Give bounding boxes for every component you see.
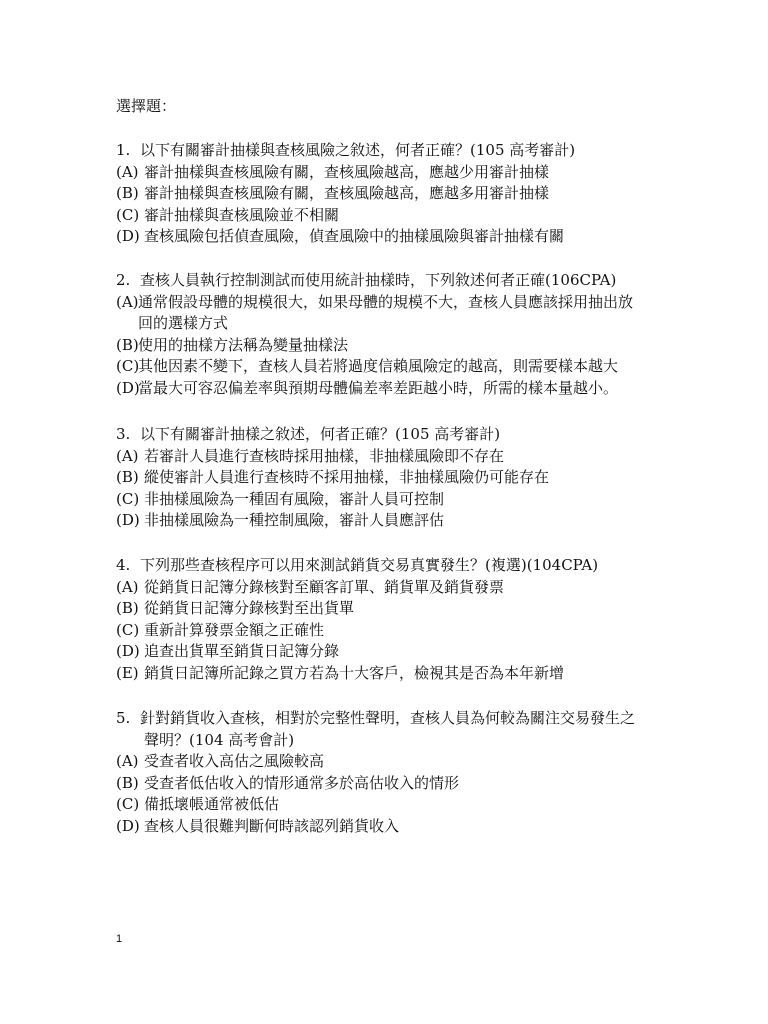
option-text: 查核風險包括偵查風險，偵查風險中的抽樣風險與審計抽樣有關	[144, 227, 565, 246]
option-label: (C)	[116, 489, 140, 508]
question-stem-continued	[116, 730, 676, 752]
option-text: 使用的抽樣方法稱為變量抽樣法	[138, 335, 349, 354]
option-a	[116, 751, 676, 773]
option-label: (B)	[116, 773, 139, 792]
option-label: (D)	[116, 642, 140, 661]
option-b	[116, 183, 676, 205]
option-c	[116, 620, 676, 642]
option-c	[116, 489, 676, 511]
option-text: 若審計人員進行查核時採用抽樣，非抽樣風險即不存在	[144, 446, 505, 465]
option-label: (A)	[116, 292, 139, 311]
option-text: 審計抽樣與查核風險有關，查核風險越高，應越多用審計抽樣	[144, 184, 550, 203]
question-stem	[116, 555, 676, 577]
option-label: (C)	[116, 795, 140, 814]
option-d	[116, 641, 676, 663]
option-e	[116, 663, 676, 685]
option-label: (B)	[116, 335, 139, 354]
option-label: (D)	[116, 816, 140, 835]
question-text: 下列那些查核程序可以用來測試銷貨交易真實發生？(複選)(104CPA)	[140, 556, 599, 574]
question-text: 查核人員執行控制測試而使用統計抽樣時，下列敘述何者正確(106CPA)	[140, 271, 617, 289]
option-text: 備抵壞帳通常被低估	[144, 795, 280, 814]
question-stem	[116, 140, 676, 162]
option-c	[116, 205, 676, 227]
option-text: 從銷貨日記簿分錄核對至顧客訂單、銷貨單及銷貨發票	[144, 577, 505, 596]
option-a-continued	[116, 313, 676, 335]
option-b	[116, 598, 676, 620]
option-label: (D)	[116, 511, 140, 530]
option-text: 受查者收入高估之風險較高	[144, 752, 325, 771]
question-number: 4.	[116, 556, 131, 574]
question-text: 聲明？(104 高考會計)	[144, 730, 295, 749]
option-label: (B)	[116, 468, 139, 487]
option-text: 其他因素不變下，查核人員若將過度信賴風險定的越高，則需要樣本越大	[138, 357, 619, 376]
option-label: (B)	[116, 184, 139, 203]
option-d	[116, 510, 676, 532]
question-number: 5.	[116, 709, 131, 727]
question-2	[116, 270, 676, 400]
option-text: 查核人員很難判斷何時該認列銷貨收入	[144, 816, 400, 835]
option-a	[116, 292, 676, 314]
option-label: (E)	[116, 663, 139, 682]
option-c	[116, 356, 676, 378]
option-label: (D)	[116, 227, 140, 246]
question-stem	[116, 424, 676, 446]
option-a	[116, 162, 676, 184]
question-4	[116, 555, 676, 685]
page-number: 1	[116, 933, 123, 945]
option-d	[116, 378, 676, 400]
option-label: (A)	[116, 446, 139, 465]
option-a	[116, 577, 676, 599]
option-text: 銷貨日記簿所記錄之買方若為十大客戶，檢視其是否為本年新增	[144, 663, 565, 682]
option-label: (C)	[116, 357, 140, 376]
option-text: 審計抽樣與查核風險並不相關	[144, 205, 340, 224]
option-a	[116, 446, 676, 468]
option-c	[116, 794, 676, 816]
question-text: 以下有關審計抽樣之敘述，何者正確？(105 高考審計)	[140, 425, 501, 443]
question-stem	[116, 708, 676, 730]
option-b	[116, 773, 676, 795]
option-text: 非抽樣風險為一種固有風險，審計人員可控制	[144, 489, 445, 508]
section-heading: 選擇題：	[116, 97, 177, 115]
option-text: 審計抽樣與查核風險有關，查核風險越高，應越少用審計抽樣	[144, 162, 550, 181]
option-text: 從銷貨日記簿分錄核對至出貨單	[144, 599, 355, 618]
option-label: (A)	[116, 752, 139, 771]
option-text: 重新計算發票金額之正確性	[144, 620, 325, 639]
option-label: (C)	[116, 620, 140, 639]
question-3	[116, 424, 676, 532]
option-text: 非抽樣風險為一種控制風險，審計人員應評估	[144, 511, 445, 530]
question-1	[116, 140, 676, 248]
question-text: 針對銷貨收入查核，相對於完整性聲明，查核人員為何較為關注交易發生之	[140, 709, 636, 727]
option-text: 通常假設母體的規模很大，如果母體的規模不大，查核人員應該採用抽出放	[138, 292, 634, 311]
option-label: (B)	[116, 599, 139, 618]
question-number: 2.	[116, 271, 131, 289]
option-b	[116, 467, 676, 489]
option-text: 縱使審計人員進行查核時不採用抽樣，非抽樣風險仍可能存在	[144, 468, 550, 487]
option-text: 當最大可容忍偏差率與預期母體偏差率差距越小時，所需的樣本量越小。	[138, 378, 619, 397]
option-text: 受查者低估收入的情形通常多於高估收入的情形	[144, 773, 460, 792]
question-stem	[116, 270, 676, 292]
question-text: 以下有關審計抽樣與查核風險之敘述，何者正確？(105 高考審計)	[140, 141, 576, 159]
option-text: 回的選樣方式	[138, 314, 229, 333]
option-text: 追查出貨單至銷貨日記簿分錄	[144, 642, 340, 661]
option-d	[116, 816, 676, 838]
option-label: (D)	[116, 378, 140, 397]
option-label: (C)	[116, 205, 140, 224]
question-number: 3.	[116, 425, 131, 443]
option-b	[116, 335, 676, 357]
question-5	[116, 708, 676, 838]
question-number: 1.	[116, 141, 131, 159]
option-label: (A)	[116, 162, 139, 181]
option-d	[116, 226, 676, 248]
option-label: (A)	[116, 577, 139, 596]
